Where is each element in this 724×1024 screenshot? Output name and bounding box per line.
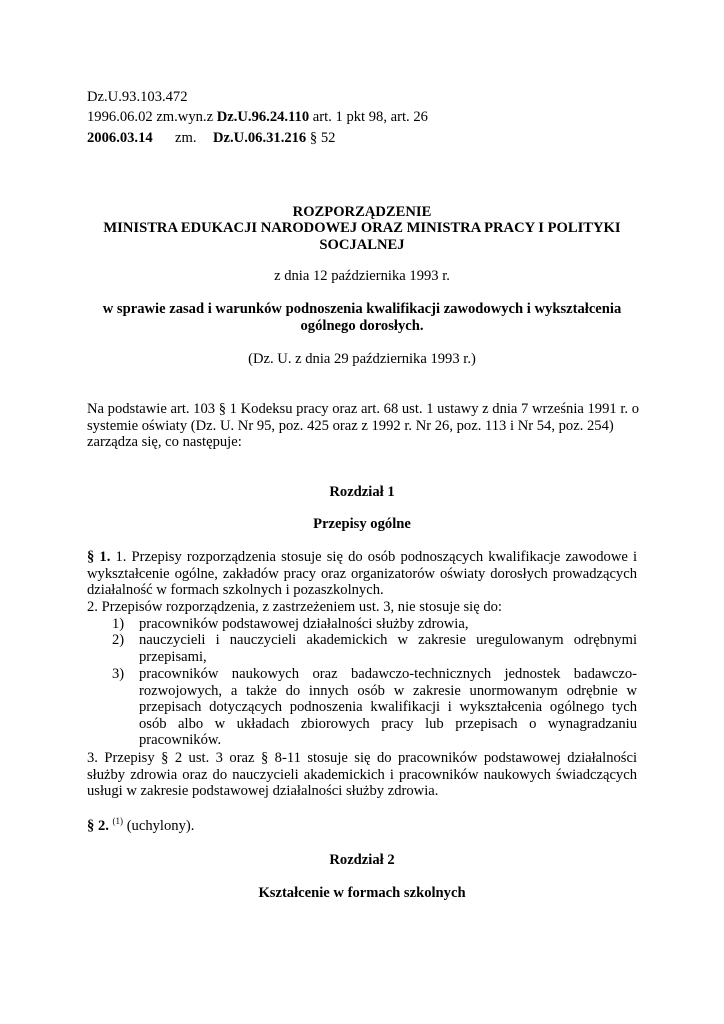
amendment-text: zm.wyn.z bbox=[152, 109, 217, 125]
list-item-number: 2) bbox=[112, 632, 125, 648]
issue-date: z dnia 12 października 1993 r. bbox=[274, 268, 450, 284]
amendment-date: 1996.06.02 bbox=[87, 109, 153, 125]
section-1-paragraph-2: 2. Przepisów rozporządzenia, z zastrzeżeniem ust. 3, nie stosuje się do: bbox=[87, 599, 502, 615]
document-type-title: ROZPORZĄDZENIE bbox=[292, 204, 432, 220]
section-1-paragraph-3: 3. Przepisy § 2 ust. 3 oraz § 8-11 stosuje się do pracowników podstawowej działalności służby zdrowia oraz do nauczycieli akademickich i pracowników naukowych świadczących usługi w zakresie podstawowej działalności służby zdrowia. bbox=[87, 750, 637, 800]
preamble-paragraph: Na podstawie art. 103 § 1 Kodeksu pracy oraz art. 68 ust. 1 ustawy z dnia 7 września 1991 r. o systemie oświaty (Dz. U. Nr 95, poz. 425 oraz z 1992 r. Nr 26, poz. 113 i Nr 54, poz. 254) zarządza się, co następuje: bbox=[87, 401, 639, 451]
list-item-text: pracowników podstawowej działalności służby zdrowia, bbox=[139, 616, 469, 632]
section-2-label: § 2. bbox=[87, 818, 109, 834]
section-2 bbox=[87, 818, 194, 835]
list-item-text: pracowników naukowych oraz badawczo-technicznych jednostek badawczo-rozwojowych, a także do innych osób w zakresie unormowanym odrębnie w przepisach dotyczących podnoszenia kwalifikacji i wykształcenia ogólnego tych osób albo w układach zbiorowych pracy lub przepisach o wynagradzaniu pracowników. bbox=[139, 666, 637, 749]
amendment-reference: Dz.U.06.31.216 bbox=[213, 130, 307, 146]
section-1-label: § 1. bbox=[87, 549, 111, 565]
list-item-number: 1) bbox=[112, 616, 125, 632]
chapter-2-heading: Rozdział 2 bbox=[329, 852, 395, 868]
section-2-text: (uchylony). bbox=[123, 818, 195, 834]
amendment-reference: Dz.U.96.24.110 bbox=[216, 109, 310, 125]
subject-title: w sprawie zasad i warunków podnoszenia kwalifikacji zawodowych i wykształcenia ogólnego dorosłych. bbox=[102, 301, 622, 334]
section-1-paragraph-1 bbox=[87, 549, 637, 599]
list-item-text: nauczycieli i nauczycieli akademickich w zakresie uregulowanym odrębnymi przepisami, bbox=[139, 632, 637, 665]
list-item-number: 3) bbox=[112, 666, 125, 682]
chapter-1-heading: Rozdział 1 bbox=[329, 484, 395, 500]
section-1-paragraph-1-text: 1. Przepisy rozporządzenia stosuje się do osób podnoszących kwalifikacje zawodowe i wykształcenie ogólne, zakładów pracy oraz organizatorów oświaty dorosłych prowadzących działalność w formach szkolnych i pozaszkolnych. bbox=[87, 549, 638, 599]
list-item bbox=[112, 632, 637, 665]
issuing-authority-title: MINISTRA EDUKACJI NARODOWEJ ORAZ MINISTRA PRACY I POLITYKI SOCJALNEJ bbox=[103, 220, 621, 253]
chapter-2-subheading: Kształcenie w formach szkolnych bbox=[258, 885, 466, 901]
publication-info: (Dz. U. z dnia 29 października 1993 r.) bbox=[248, 351, 476, 367]
chapter-1-subheading: Przepisy ogólne bbox=[313, 516, 411, 532]
amendment-text: zm. bbox=[175, 130, 197, 146]
footnote-marker: (1) bbox=[112, 816, 124, 827]
reference-line-3 bbox=[87, 130, 335, 147]
list-item bbox=[112, 666, 637, 749]
amendment-date: 2006.03.14 bbox=[87, 130, 153, 146]
list-item bbox=[112, 616, 637, 633]
journal-reference: Dz.U.93.103.472 bbox=[87, 89, 188, 105]
reference-line-1 bbox=[87, 89, 188, 106]
reference-line-2 bbox=[87, 109, 428, 126]
amendment-tail: art. 1 pkt 98, art. 26 bbox=[309, 109, 428, 125]
amendment-tail: § 52 bbox=[306, 130, 336, 146]
